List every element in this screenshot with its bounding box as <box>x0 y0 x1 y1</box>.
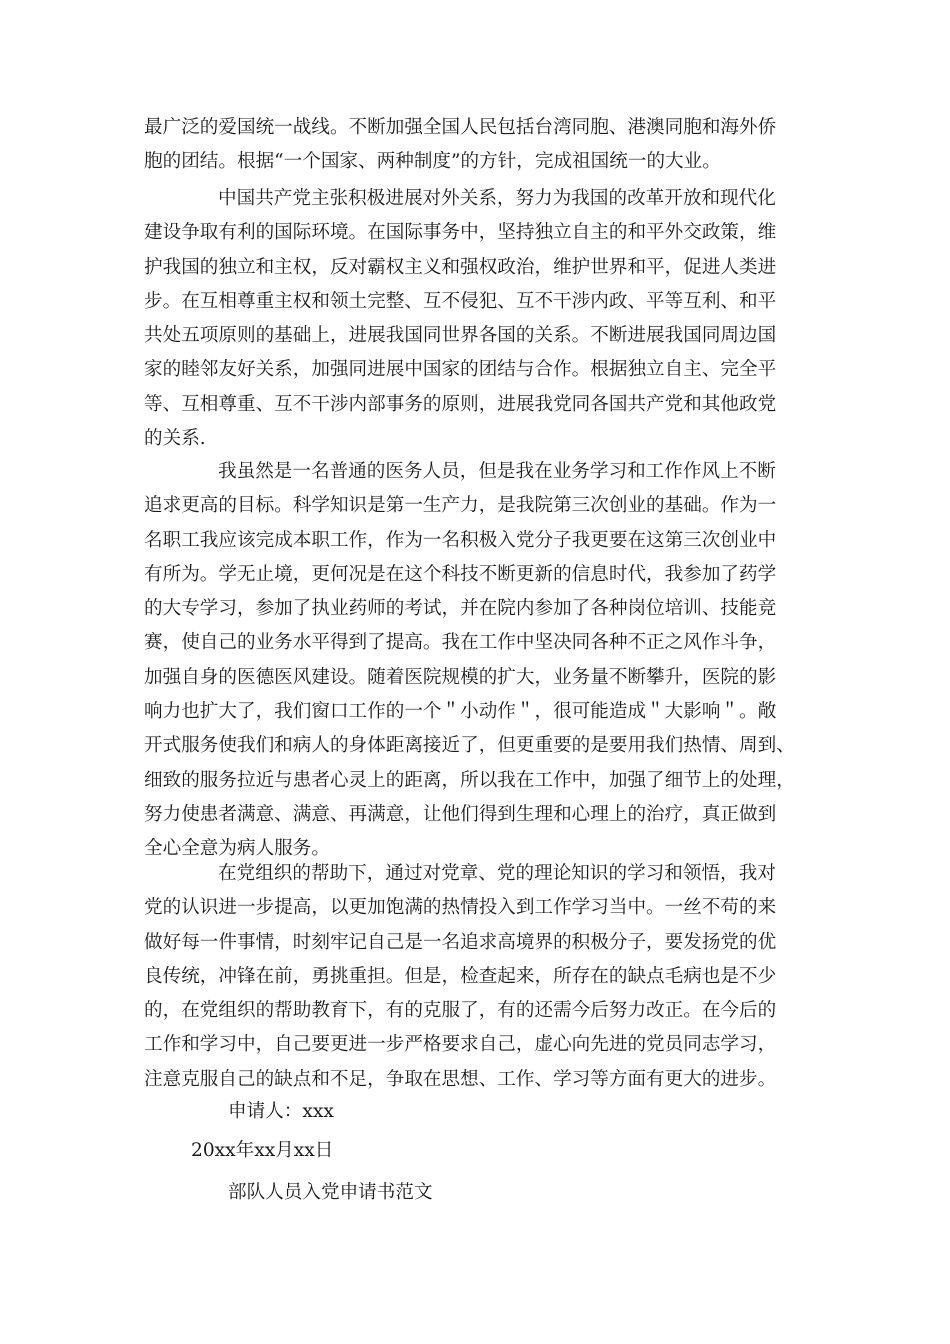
text-line: 名职工我应该完成本职工作，作为一名积极入党分子我更要在这第三次创业中 <box>144 529 777 551</box>
text-line: 等、互相尊重、互不干涉内部事务的原则，进展我党同各国共产党和其他政党 <box>144 393 777 415</box>
text-line: 有所为。学无止境，更何况是在这个科技不断更新的信息时代，我参加了药学 <box>144 563 777 585</box>
text-line: 细致的服务拉近与患者心灵上的距离，所以我在工作中，加强了细节上的处理， <box>144 769 795 791</box>
text-line: 注意克服自己的缺点和不足，争取在思想、工作、学习等方面有更大的进步。 <box>144 1068 777 1090</box>
text-line: 的，在党组织的帮助教育下，有的克服了，有的还需今后努力改正。在今后的 <box>144 1000 777 1022</box>
text-line: 开式服务使我们和病人的身体距离接近了，但更重要的是要用我们热情、周到、 <box>144 735 795 757</box>
text-line: 响力也扩大了，我们窗口工作的一个＂小动作＂，很可能造成＂大影响＂。敞 <box>144 701 777 723</box>
text-line: 党的认识进一步提高，以更加饱满的热情投入到工作学习当中。一丝不苟的来 <box>144 897 777 919</box>
text-line: 家的睦邻友好关系，加强同进展中国家的团结与合作。根据独立自主、完全平 <box>144 359 777 381</box>
text-line: 在党组织的帮助下，通过对党章、党的理论知识的学习和领悟，我对 <box>218 863 776 884</box>
text-line: 追求更高的目标。科学知识是第一生产力，是我院第三次创业的基础。作为一 <box>144 495 777 517</box>
text-line: 全心全意为病人服务。 <box>144 838 330 860</box>
text-line: 赛，使自己的业务水平得到了提高。我在工作中坚决同各种不正之风作斗争， <box>144 632 777 654</box>
text-line: 建设争取有利的国际环境。在国际事务中，坚持独立自主的和平外交政策，维 <box>144 222 777 244</box>
text-line: 我虽然是一名普通的医务人员，但是我在业务学习和工作作风上不断 <box>218 461 776 482</box>
paragraph-2 <box>144 182 814 456</box>
next-document-title: 部队人员入党申请书范文 <box>228 1182 433 1203</box>
applicant-signature: 申请人：xxx <box>228 1101 334 1122</box>
text-line: 的大专学习，参加了执业药师的考试，并在院内参加了各种岗位培训、技能竞 <box>144 598 777 620</box>
text-line: 努力使患者满意、满意、再满意，让他们得到生理和心理上的治疗，真正做到 <box>144 803 777 825</box>
text-line: 中国共产党主张积极进展对外关系，努力为我国的改革开放和现代化 <box>218 188 776 209</box>
text-line: 共处五项原则的基础上，进展我国同世界各国的关系。不断进展我国同周边国 <box>144 325 777 347</box>
text-line: 步。在互相尊重主权和领土完整、互不侵犯、互不干涉内政、平等互利、和平 <box>144 290 777 312</box>
paragraph-4 <box>144 857 814 1097</box>
text-line: 工作和学习中，自己要更进一步严格要求自己，虚心向先进的党员同志学习， <box>144 1034 777 1056</box>
text-line: 良传统，冲锋在前，勇挑重担。但是，检查起来，所存在的缺点毛病也是不少 <box>144 965 777 987</box>
paragraph-3 <box>144 455 814 867</box>
text-line: 加强自身的医德医风建设。随着医院规模的扩大，业务量不断攀升，医院的影 <box>144 666 777 688</box>
text-line: 做好每一件事情，时刻牢记自己是一名追求高境界的积极分子，要发扬党的优 <box>144 931 777 953</box>
signature-date: 20xx年xx月xx日 <box>191 1140 334 1161</box>
text-line: 胞的团结。根据“一个国家、两种制度”的方针，完成祖国统一的大业。 <box>144 151 721 173</box>
text-line: 护我国的独立和主权，反对霸权主义和强权政治，维护世界和平，促进人类进 <box>144 256 777 278</box>
text-line: 的关系. <box>144 428 206 450</box>
paragraph-1 <box>144 111 814 180</box>
text-line: 最广泛的爱国统一战线。不断加强全国人民包括台湾同胞、港澳同胞和海外侨 <box>144 117 777 138</box>
